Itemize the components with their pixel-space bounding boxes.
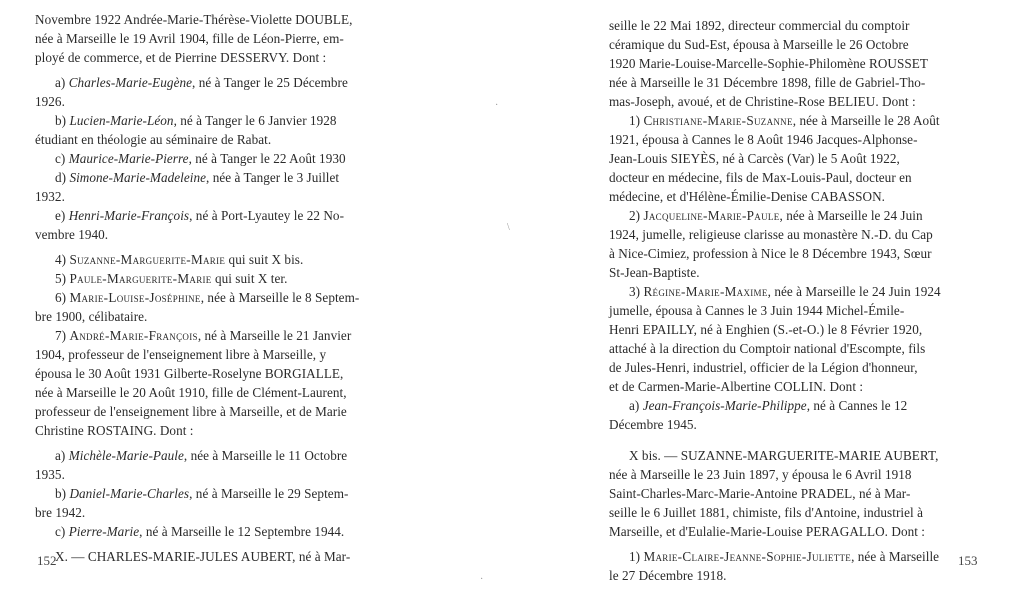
entry-prefix: b) [55, 113, 70, 128]
entry-prefix: 4) [55, 252, 70, 267]
entry-text: qui suit X bis. [225, 252, 304, 267]
page-number-right: 153 [958, 553, 978, 568]
entry-name: Marie-Claire-Jeanne-Sophie-Juliette [643, 549, 852, 564]
left-page-text [35, 10, 413, 566]
entry-text: , né à Tanger le 6 Janvier 1928 [173, 113, 337, 128]
entry-text: , née à Tanger le 3 Juillet [206, 170, 340, 185]
entry-name: Simone-Marie-Madeleine [69, 170, 207, 185]
entry-prefix: a) [55, 75, 69, 90]
entry-text: St-Jean-Baptiste. [609, 265, 700, 280]
entry-name: Maurice-Marie-Pierre [68, 151, 189, 166]
entry-prefix: d) [55, 170, 70, 185]
entry-prefix: 5) [55, 271, 70, 286]
child-entry-d [35, 168, 413, 206]
child-entry-1 [609, 111, 995, 206]
scan-speck: · [495, 100, 499, 111]
section-text: Saint-Charles-Marc-Marie-Antoine PRADEL, né à Mar- [609, 486, 911, 501]
entry-text: le 27 Décembre 1918. [609, 568, 727, 583]
entry-prefix: 1) [629, 113, 644, 128]
entry-text: , née à Marseille le 8 Septem- [200, 290, 360, 305]
entry-text: Christine ROSTAING. Dont : [35, 423, 194, 438]
child-entry-6 [35, 288, 413, 326]
entry-prefix: 7) [55, 328, 70, 343]
entry-prefix: 2) [629, 208, 644, 223]
section-text: Marseille, et d'Eulalie-Marie-Louise PERAGALLO. Dont : [609, 524, 926, 539]
grandchild-entry-a [35, 446, 413, 484]
entry-text: 1921, épousa à Cannes le 8 Août 1946 Jacques-Alphonse- [609, 132, 918, 147]
child-entry-2 [609, 206, 995, 282]
right-page [512, 0, 1024, 597]
entry-text: jumelle, épousa à Cannes le 3 Juin 1944 Michel-Émile- [609, 303, 905, 318]
entry-prefix: e) [55, 208, 69, 223]
section-heading-x-bis [609, 446, 995, 541]
section-text: seille le 6 Juillet 1881, chimiste, fils d'Antoine, industriel à [609, 505, 923, 520]
entry-text: attaché à la direction du Comptoir national d'Escompte, fils [609, 341, 926, 356]
entry-prefix: a) [629, 398, 643, 413]
entry-text: née à Marseille le 20 Août 1910, fille de Clément-Laurent, [35, 385, 347, 400]
entry-text: médecine, et d'Hélène-Émilie-Denise CABASSON. [609, 189, 885, 204]
entry-text: professeur de l'enseignement libre à Marseille, et de Marie [35, 404, 347, 419]
child-entry-b [35, 111, 413, 149]
grandchild-entry-b [35, 484, 413, 522]
entry-name: Régine-Marie-Maxime [643, 284, 768, 299]
entry-name: Jean-François-Marie-Philippe [642, 398, 807, 413]
entry-name: Christiane-Marie-Suzanne [643, 113, 793, 128]
entry-text: 1904, professeur de l'enseignement libre à Marseille, y [35, 347, 327, 362]
entry-text: de Jules-Henri, industriel, officier de la Légion d'honneur, [609, 360, 918, 375]
entry-name: Henri-Marie-François [68, 208, 190, 223]
entry-text: et de Carmen-Marie-Albertine COLLIN. Dont : [609, 379, 864, 394]
entry-prefix: a) [55, 448, 69, 463]
entry-prefix: c) [55, 524, 69, 539]
entry-text: , née à Marseille le 24 Juin [779, 208, 923, 223]
entry-name: Lucien-Marie-Léon [69, 113, 174, 128]
entry-prefix: 1) [629, 549, 644, 564]
entry-text: bre 1942. [35, 505, 86, 520]
entry-text: étudiant en théologie au séminaire de Rabat. [35, 132, 272, 147]
child-entry-4 [35, 250, 413, 269]
text-line: née à Marseille le 31 Décembre 1898, fille de Gabriel-Tho- [609, 75, 926, 90]
entry-name: Paule-Marguerite-Marie [69, 271, 212, 286]
entry-text: , né à Marseille le 12 Septembre 1944. [139, 524, 345, 539]
paragraph [35, 10, 413, 67]
text-line: seille le 22 Mai 1892, directeur commercial du comptoir [609, 18, 910, 33]
entry-text: 1924, jumelle, religieuse clarisse au monastère N.-D. du Cap [609, 227, 933, 242]
child-entry-5 [35, 269, 413, 288]
entry-prefix: c) [55, 151, 69, 166]
section-text: née à Marseille le 23 Juin 1897, y épousa le 6 Avril 1918 [609, 467, 912, 482]
scan-speck: · [480, 574, 484, 585]
page-number-left: 152 [37, 553, 57, 568]
text-line: ployé de commerce, et de Pierrine DESSERVY. Dont : [35, 50, 327, 65]
child-entry-3 [609, 282, 995, 396]
entry-text: , née à Marseille le 24 Juin 1924 [767, 284, 941, 299]
section-text: X bis. — SUZANNE-MARGUERITE-MARIE AUBERT, [629, 448, 939, 463]
section-text: X. — CHARLES-MARIE-JULES AUBERT, né à Mar- [55, 549, 351, 564]
entry-name: Marie-Louise-Joséphine [69, 290, 201, 305]
paragraph [609, 16, 995, 111]
entry-text: vembre 1940. [35, 227, 109, 242]
entry-prefix: 6) [55, 290, 70, 305]
entry-text: , né à Marseille le 21 Janvier [197, 328, 352, 343]
entry-name: Suzanne-Marguerite-Marie [69, 252, 226, 267]
entry-text: Henri EPAILLY, né à Enghien (S.-et-O.) le 8 Février 1920, [609, 322, 923, 337]
entry-name: Daniel-Marie-Charles [69, 486, 190, 501]
entry-text: , née à Marseille [851, 549, 940, 564]
right-page-text [609, 16, 995, 585]
entry-text: qui suit X ter. [211, 271, 288, 286]
entry-text: , né à Port-Lyautey le 22 No- [189, 208, 345, 223]
entry-name: Jacqueline-Marie-Paule [643, 208, 780, 223]
grandchild-entry-a [609, 396, 995, 434]
entry-name: Michèle-Marie-Paule [68, 448, 184, 463]
entry-text: 1935. [35, 467, 65, 482]
child-entry-7 [35, 326, 413, 440]
entry-text: bre 1900, célibataire. [35, 309, 148, 324]
text-line: née à Marseille le 19 Avril 1904, fille de Léon-Pierre, em- [35, 31, 344, 46]
text-line: Novembre 1922 Andrée-Marie-Thérèse-Violette DOUBLE, [35, 12, 353, 27]
text-line: 1920 Marie-Louise-Marcelle-Sophie-Philomène ROUSSET [609, 56, 928, 71]
entry-text: , née à Marseille le 11 Octobre [183, 448, 348, 463]
entry-prefix: b) [55, 486, 70, 501]
entry-text: Jean-Louis SIEYÈS, né à Carcès (Var) le 5 Août 1922, [609, 151, 900, 166]
entry-text: 1926. [35, 94, 65, 109]
child-entry-e [35, 206, 413, 244]
entry-name: Charles-Marie-Eugène [68, 75, 193, 90]
entry-text: à Nice-Cimiez, profession à Nice le 8 Décembre 1943, Sœur [609, 246, 932, 261]
entry-text: épousa le 30 Août 1931 Gilberte-Roselyne BORGIALLE, [35, 366, 344, 381]
entry-text: , né à Tanger le 22 Août 1930 [188, 151, 346, 166]
entry-prefix: 3) [629, 284, 644, 299]
entry-name: Pierre-Marie [68, 524, 140, 539]
entry-text: , né à Marseille le 29 Septem- [189, 486, 349, 501]
child-entry-c [35, 149, 413, 168]
entry-name: André-Marie-François [69, 328, 198, 343]
section-heading-x [35, 547, 413, 566]
scan-speck: \ [507, 222, 510, 233]
grandchild-entry-c [35, 522, 413, 541]
entry-text: , né à Tanger le 25 Décembre [192, 75, 348, 90]
entry-text: 1932. [35, 189, 65, 204]
entry-text: docteur en médecine, fils de Max-Louis-Paul, docteur en [609, 170, 912, 185]
text-line: céramique du Sud-Est, épousa à Marseille le 26 Octobre [609, 37, 909, 52]
child-entry-a [35, 73, 413, 111]
entry-text: , né à Cannes le 12 [806, 398, 908, 413]
text-line: mas-Joseph, avoué, et de Christine-Rose BELIEU. Dont : [609, 94, 916, 109]
entry-text: , née à Marseille le 28 Août [792, 113, 940, 128]
entry-text: Décembre 1945. [609, 417, 697, 432]
child-entry-1-bis [609, 547, 995, 585]
